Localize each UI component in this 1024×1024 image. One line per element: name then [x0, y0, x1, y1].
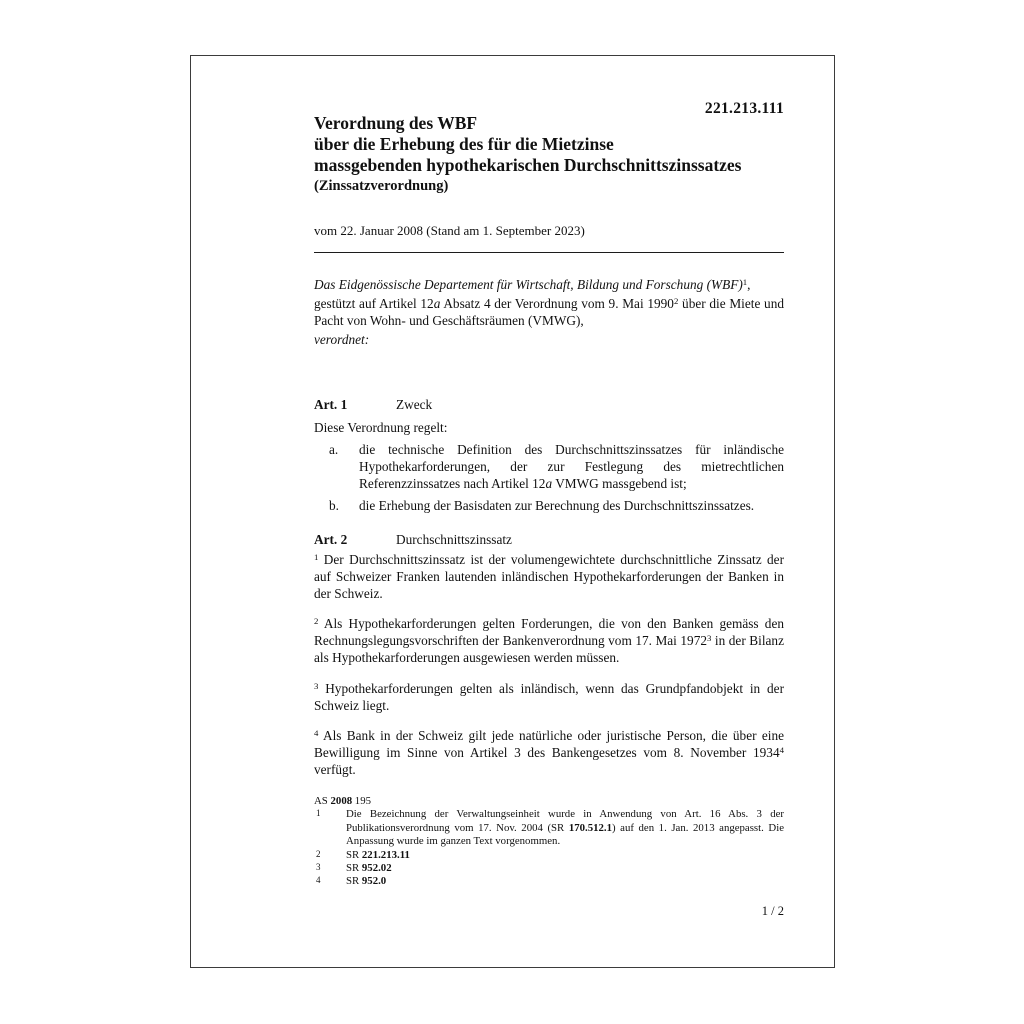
- footnote-1-number: 1: [316, 808, 321, 819]
- as-year: 2008: [330, 795, 353, 807]
- preamble-basis-text-1: gestützt auf Artikel 12: [314, 296, 434, 311]
- footnote-1: [314, 808, 784, 848]
- preamble-enacting-formula: verordnet:: [314, 332, 370, 347]
- paragraph-1-text: Der Durchschnittszinssatz ist der volumengewichtete durchschnittliche Zinssatz der auf Schweizer Franken lautenden inländischen Hypothekarforderungen der Banken in der Schweiz.: [314, 552, 784, 601]
- footnote-4-prefix: SR: [346, 875, 362, 888]
- footnote-ref-4: 4: [779, 744, 784, 755]
- as-prefix: AS: [314, 795, 331, 807]
- footnote-1-text-2: ) auf den 1. Jan. 2013 angepasst. Die Anpassung wurde im ganzen Text vorgenommen.: [346, 821, 784, 848]
- footnote-3-sr-number: 952.02: [361, 862, 392, 875]
- article-1-heading: [314, 396, 784, 413]
- footnote-ref-1: 1: [742, 277, 748, 288]
- item-a-text-1: die technische Definition des Durchschnittszinssatzes für inländische Hypothekarforderungen, der zur Festlegung des mietrechtlichen Referenzzinssatzes nach Artikel 12: [359, 442, 784, 491]
- footnote-ref-3: 3: [707, 633, 712, 644]
- paragraph-4-number: 4: [314, 727, 319, 738]
- preamble: [314, 276, 784, 348]
- footnote-2-number: 2: [316, 848, 321, 859]
- footnote-2: [314, 849, 784, 862]
- footnote-3-number: 3: [316, 862, 321, 873]
- paragraph-4-text-1: Als Bank in der Schweiz gilt jede natürliche oder juristische Person, die über eine Bewilligung im Sinne von Artikel 3 des Bankengesetzes vom 8. November 1934: [314, 727, 784, 760]
- article-2-heading: [314, 531, 784, 548]
- document-title: [314, 113, 784, 176]
- paragraph-1-number: 1: [314, 552, 319, 563]
- preamble-basis-text-2: Absatz 4 der Verordnung vom 9. Mai 1990: [440, 296, 674, 311]
- paragraph-3-number: 3: [314, 680, 319, 691]
- document-content: [314, 56, 784, 791]
- footnote-4-number: 4: [316, 875, 321, 886]
- item-b-label: b.: [329, 498, 339, 513]
- paragraph-2-text-1: Als Hypothekarforderungen gelten Forderungen, die von den Banken gemäss den Rechnungslegungsvorschriften der Bankenverordnung vom 17. Mai 1972: [314, 616, 784, 649]
- article-1-label: Art. 1: [314, 397, 348, 412]
- item-a-italic-a: a: [545, 476, 553, 491]
- article-2-label: Art. 2: [314, 532, 348, 547]
- footnote-3-prefix: SR: [346, 862, 362, 875]
- paragraph-2-text-2: in der Bilanz als Hypothekarforderungen ausgewiesen werden müssen.: [314, 633, 784, 666]
- title-line-1: Verordnung des WBF: [314, 113, 478, 133]
- title-line-3: massgebenden hypothekarischen Durchschnittszinssatzes: [314, 155, 742, 175]
- article-1-intro: Diese Verordnung regelt:: [314, 420, 448, 435]
- article-2-paragraph-1: [314, 551, 784, 602]
- as-page: 195: [352, 795, 372, 807]
- article-2-paragraph-3: [314, 680, 784, 714]
- footnote-1-text-1: Die Bezeichnung der Verwaltungseinheit wurde in Anwendung von Art. 16 Abs. 3 der Publikationsverordnung vom 17. Nov. 2004 (SR: [346, 808, 784, 834]
- preamble-authority-text: Das Eidgenössische Departement für Wirtschaft, Bildung und Forschung (WBF): [314, 277, 743, 292]
- preamble-legal-basis: [314, 295, 784, 329]
- sr-classification-number: 221.213.111: [704, 100, 784, 117]
- preamble-basis-italic-a: a: [433, 296, 441, 311]
- page-number: 1 / 2: [761, 903, 784, 918]
- preamble-authority-tail: ,: [747, 277, 751, 292]
- footnote-2-prefix: SR: [346, 848, 362, 861]
- footnote-4-sr-number: 952.0: [361, 875, 387, 888]
- footnote-3: [314, 862, 784, 875]
- footnote-area: [314, 795, 784, 918]
- preamble-authority: [314, 276, 784, 293]
- item-b-text: die Erhebung der Basisdaten zur Berechnung des Durchschnittszinssatzes.: [359, 498, 755, 513]
- document-short-title: (Zinssatzverordnung): [314, 178, 449, 194]
- item-a-label: a.: [329, 442, 339, 457]
- paragraph-2-number: 2: [314, 616, 319, 627]
- enactment-date-line: vom 22. Januar 2008 (Stand am 1. September 2023): [314, 223, 585, 238]
- as-reference-line: [314, 795, 784, 808]
- article-1-title: Zweck: [396, 397, 433, 412]
- article-2-paragraph-4: [314, 727, 784, 778]
- article-2-paragraph-2: [314, 615, 784, 666]
- article-1-item-a: [314, 441, 784, 492]
- preamble-basis-text-3: über die Miete und Pacht von Wohn- und Geschäftsräumen (VMWG),: [314, 296, 784, 328]
- header-divider: [314, 252, 784, 253]
- title-line-2: über die Erhebung des für die Mietzinse: [314, 134, 614, 154]
- paragraph-4-text-2: verfügt.: [314, 761, 356, 777]
- document-page: [190, 55, 835, 968]
- footnote-4: [314, 875, 784, 888]
- article-2-title: Durchschnittszinssatz: [396, 532, 512, 547]
- footnote-ref-2: 2: [673, 296, 679, 307]
- footnote-1-sr-number: 170.512.1: [568, 821, 613, 834]
- article-1-item-b: [314, 497, 784, 514]
- footnote-2-sr-number: 221.213.11: [361, 848, 410, 861]
- item-a-text-2: VMWG massgebend ist;: [552, 476, 687, 491]
- paragraph-3-text: Hypothekarforderungen gelten als inländisch, wenn das Grundpfandobjekt in der Schweiz liegt.: [314, 680, 784, 713]
